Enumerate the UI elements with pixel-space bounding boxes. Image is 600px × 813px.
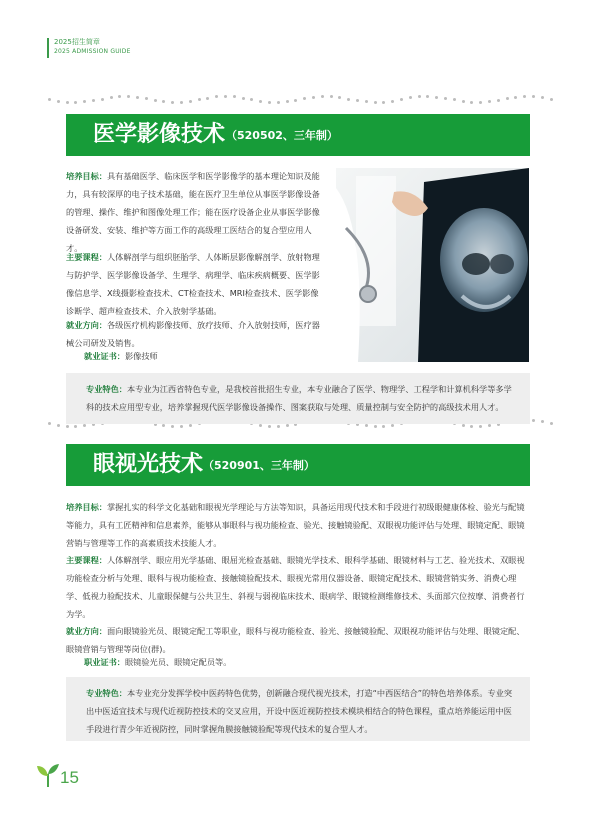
decorative-dot <box>409 96 412 99</box>
decorative-dot <box>171 101 174 104</box>
decorative-dot <box>532 95 535 98</box>
decorative-dot <box>462 424 465 427</box>
section1-job-text: 各级医疗机构影像技师、放疗技师、介入放射技师，医疗器械公司研发及销售。 <box>66 320 320 348</box>
decorative-dot <box>550 422 553 425</box>
decorative-dot <box>180 425 183 428</box>
decorative-dot <box>277 101 280 104</box>
decorative-dot <box>470 425 473 428</box>
xray-illustration <box>336 168 529 362</box>
decorative-dot <box>215 95 218 98</box>
decorative-dot <box>286 100 289 103</box>
section2-feature-box <box>66 677 530 741</box>
decorative-dot <box>470 101 473 104</box>
decorative-dot <box>48 422 51 425</box>
decorative-dot <box>189 100 192 103</box>
header-subtitle: 2025 ADMISSION GUIDE <box>54 48 131 55</box>
decorative-dot <box>426 95 429 98</box>
section2-banner <box>66 444 530 486</box>
decorative-dot <box>268 101 271 104</box>
xray-photo <box>336 168 529 362</box>
decorative-dot <box>541 420 544 423</box>
decorative-dot <box>312 96 315 99</box>
section2-feature-label: 专业特色： <box>86 688 127 698</box>
page-number: 15 <box>60 768 79 787</box>
decorative-dot <box>277 425 280 428</box>
decorative-dot <box>453 98 456 101</box>
decorative-dot <box>250 98 253 101</box>
decorative-dot <box>198 98 201 101</box>
decorative-dot <box>365 100 368 103</box>
decorative-dot <box>418 95 421 98</box>
decorative-dot <box>206 97 209 100</box>
decorative-dot <box>330 95 333 98</box>
decorative-dot <box>259 424 262 427</box>
section1-cert <box>84 347 324 365</box>
decorative-dot <box>479 101 482 104</box>
section1-feature <box>66 373 530 416</box>
decorative-dot <box>162 424 165 427</box>
section2-feature-text: 本专业充分发挥学校中医药特色优势，创新融合现代视光技术，打造“中西医结合”的特色培养体系。专业突出中医适宜技术与现代近视防控技术的交叉应用，开设中医近视防控技术模块相结合的特色课程，重点培养能运用中医手段进行青少年近视防控，同时掌握角膜接触镜验配等现代技术的复合型人才。 <box>86 688 513 734</box>
section2-cert <box>84 653 524 671</box>
header-title: 2025招生简章 <box>54 38 100 46</box>
decorative-dot <box>127 95 130 98</box>
decorative-dot <box>224 95 227 98</box>
decorative-dot <box>57 100 60 103</box>
decorative-dot <box>550 98 553 101</box>
decorative-dot <box>154 99 157 102</box>
decorative-dot <box>189 424 192 427</box>
decorative-dot <box>83 100 86 103</box>
section2-job-label: 就业方向： <box>66 626 107 636</box>
section2-cert-label: 职业证书： <box>84 657 125 667</box>
section2-goal-label: 培养目标： <box>66 502 107 512</box>
section2-feature <box>66 677 530 738</box>
decorative-dot <box>66 101 69 104</box>
section1-feature-box <box>66 373 530 424</box>
decorative-dot <box>382 425 385 428</box>
section1-cert-text: 影像技师 <box>124 351 158 361</box>
decorative-dot <box>374 425 377 428</box>
decorative-dot <box>233 95 236 98</box>
section2-course-text: 人体解剖学、眼应用光学基础、眼屈光检查基础、眼镜光学技术、眼科学基础、眼镜材料与工艺、验光技术、双眼视功能检查分析与处理、眼科与视功能检查、接触镜验配技术、眼视光常用仪器设备、眼镜定配技术、眼镜营销实务、消费心理学、低视力验配技术、儿童眼保健与公共卫生、斜视与弱视临床技术、眼病学、眼镜检测维修技术、头面部穴位按摩、消费者行为学。 <box>66 555 525 619</box>
section2-goal-text: 掌握扎实的科学文化基础和眼视光学理论与方法等知识，具备运用现代技术和手段进行初级眼健康体检、验光与配镜等能力，具有工匠精神和信息素养，能够从事眼科与视功能检查、验光、接触镜验配、双眼视功能评估与处理、眼镜定配、眼镜营销与管理等工作的高素质技术技能人才。 <box>66 502 525 548</box>
section2-job-text: 面向眼镜验光员、眼镜定配工等职业，眼科与视功能检查、验光、接触镜验配、双眼视功能评估与处理、眼镜定配、眼镜营销与管理等岗位(群)。 <box>66 626 525 654</box>
section2-title: 眼视光技术 <box>93 452 204 477</box>
section1-title: 医学影像技术 <box>93 122 226 147</box>
decorative-dot <box>145 97 148 100</box>
decorative-dot <box>294 99 297 102</box>
decorative-dot <box>321 95 324 98</box>
section2-goal <box>66 498 530 552</box>
section1-goal-label: 培养目标： <box>66 171 107 181</box>
section1-job-label: 就业方向： <box>66 320 107 330</box>
decorative-dot <box>400 98 403 101</box>
section1-cert-label: 就业证书： <box>84 351 125 361</box>
decorative-dot <box>92 99 95 102</box>
decorative-dot <box>83 424 86 427</box>
decorative-dot <box>479 425 482 428</box>
section1-course-text: 人体解剖学与组织胚胎学、人体断层影像解剖学、放射物理与防护学、医学影像设备学、生理学、病理学、临床疾病概要、医学影像信息学、X线摄影检查技术、CT检查技术、MRI检查技术、医学影像诊断学、超声检查技术、介入放射学基础。 <box>66 252 320 316</box>
section2-cert-text: 眼镜验光员、眼镜定配员等。 <box>124 657 232 667</box>
section1-code: （520502、三年制） <box>226 129 338 142</box>
decorative-dot <box>286 424 289 427</box>
decorative-dot <box>57 424 60 427</box>
decorative-dot-row <box>48 94 553 106</box>
decorative-dot <box>303 97 306 100</box>
decorative-dot <box>74 101 77 104</box>
decorative-dot <box>532 419 535 422</box>
section1-feature-text: 本专业为江西省特色专业，是我校首批招生专业，本专业融合了医学、物理学、工程学和计算机科学等多学科的技术应用型专业，培养掌握现代医学影像设备操作、图案获取与处理、质量控制与安全防护的高级技术用人才。 <box>86 384 512 412</box>
decorative-dot <box>391 100 394 103</box>
decorative-dot <box>48 98 51 101</box>
decorative-dot <box>74 425 77 428</box>
section1-courses <box>66 248 326 320</box>
decorative-dot <box>382 101 385 104</box>
decorative-dot <box>506 97 509 100</box>
section1-feature-label: 专业特色： <box>86 384 127 394</box>
running-header <box>47 38 131 58</box>
section2-code: （520901、三年制） <box>203 459 315 472</box>
decorative-dot <box>259 100 262 103</box>
section2-courses <box>66 551 530 623</box>
section1-goal <box>66 167 326 257</box>
section2-course-label: 主要课程： <box>66 555 107 565</box>
decorative-dot <box>171 425 174 428</box>
decorative-dot <box>338 96 341 99</box>
decorative-dot <box>488 424 491 427</box>
decorative-dot <box>136 96 139 99</box>
decorative-dot <box>162 100 165 103</box>
decorative-dot <box>514 96 517 99</box>
decorative-dot <box>497 99 500 102</box>
decorative-dot <box>444 97 447 100</box>
decorative-dot <box>462 100 465 103</box>
decorative-dot <box>347 98 350 101</box>
decorative-dot <box>488 100 491 103</box>
decorative-dot <box>242 97 245 100</box>
decorative-dot <box>435 96 438 99</box>
section1-banner <box>66 114 530 156</box>
sprout-icon <box>36 762 60 788</box>
decorative-dot <box>66 425 69 428</box>
decorative-dot <box>268 425 271 428</box>
decorative-dot <box>365 424 368 427</box>
decorative-dot <box>110 96 113 99</box>
decorative-dot <box>541 96 544 99</box>
section1-goal-text: 具有基础医学、临床医学和医学影像学的基本理论知识及能力，具有较深厚的电子技术基础，能在医疗卫生单位从事医学影像设备的管理、操作、维护和图像处理工作；能在医疗设备企业从事医学影像设备研发、安装、维护等方面工作的高级理工医结合的复合型应用人才。 <box>66 171 320 253</box>
decorative-dot <box>101 98 104 101</box>
section1-course-label: 主要课程： <box>66 252 107 262</box>
decorative-dot <box>374 101 377 104</box>
decorative-dot <box>180 101 183 104</box>
decorative-dot <box>356 99 359 102</box>
decorative-dot <box>118 95 121 98</box>
decorative-dot <box>523 95 526 98</box>
